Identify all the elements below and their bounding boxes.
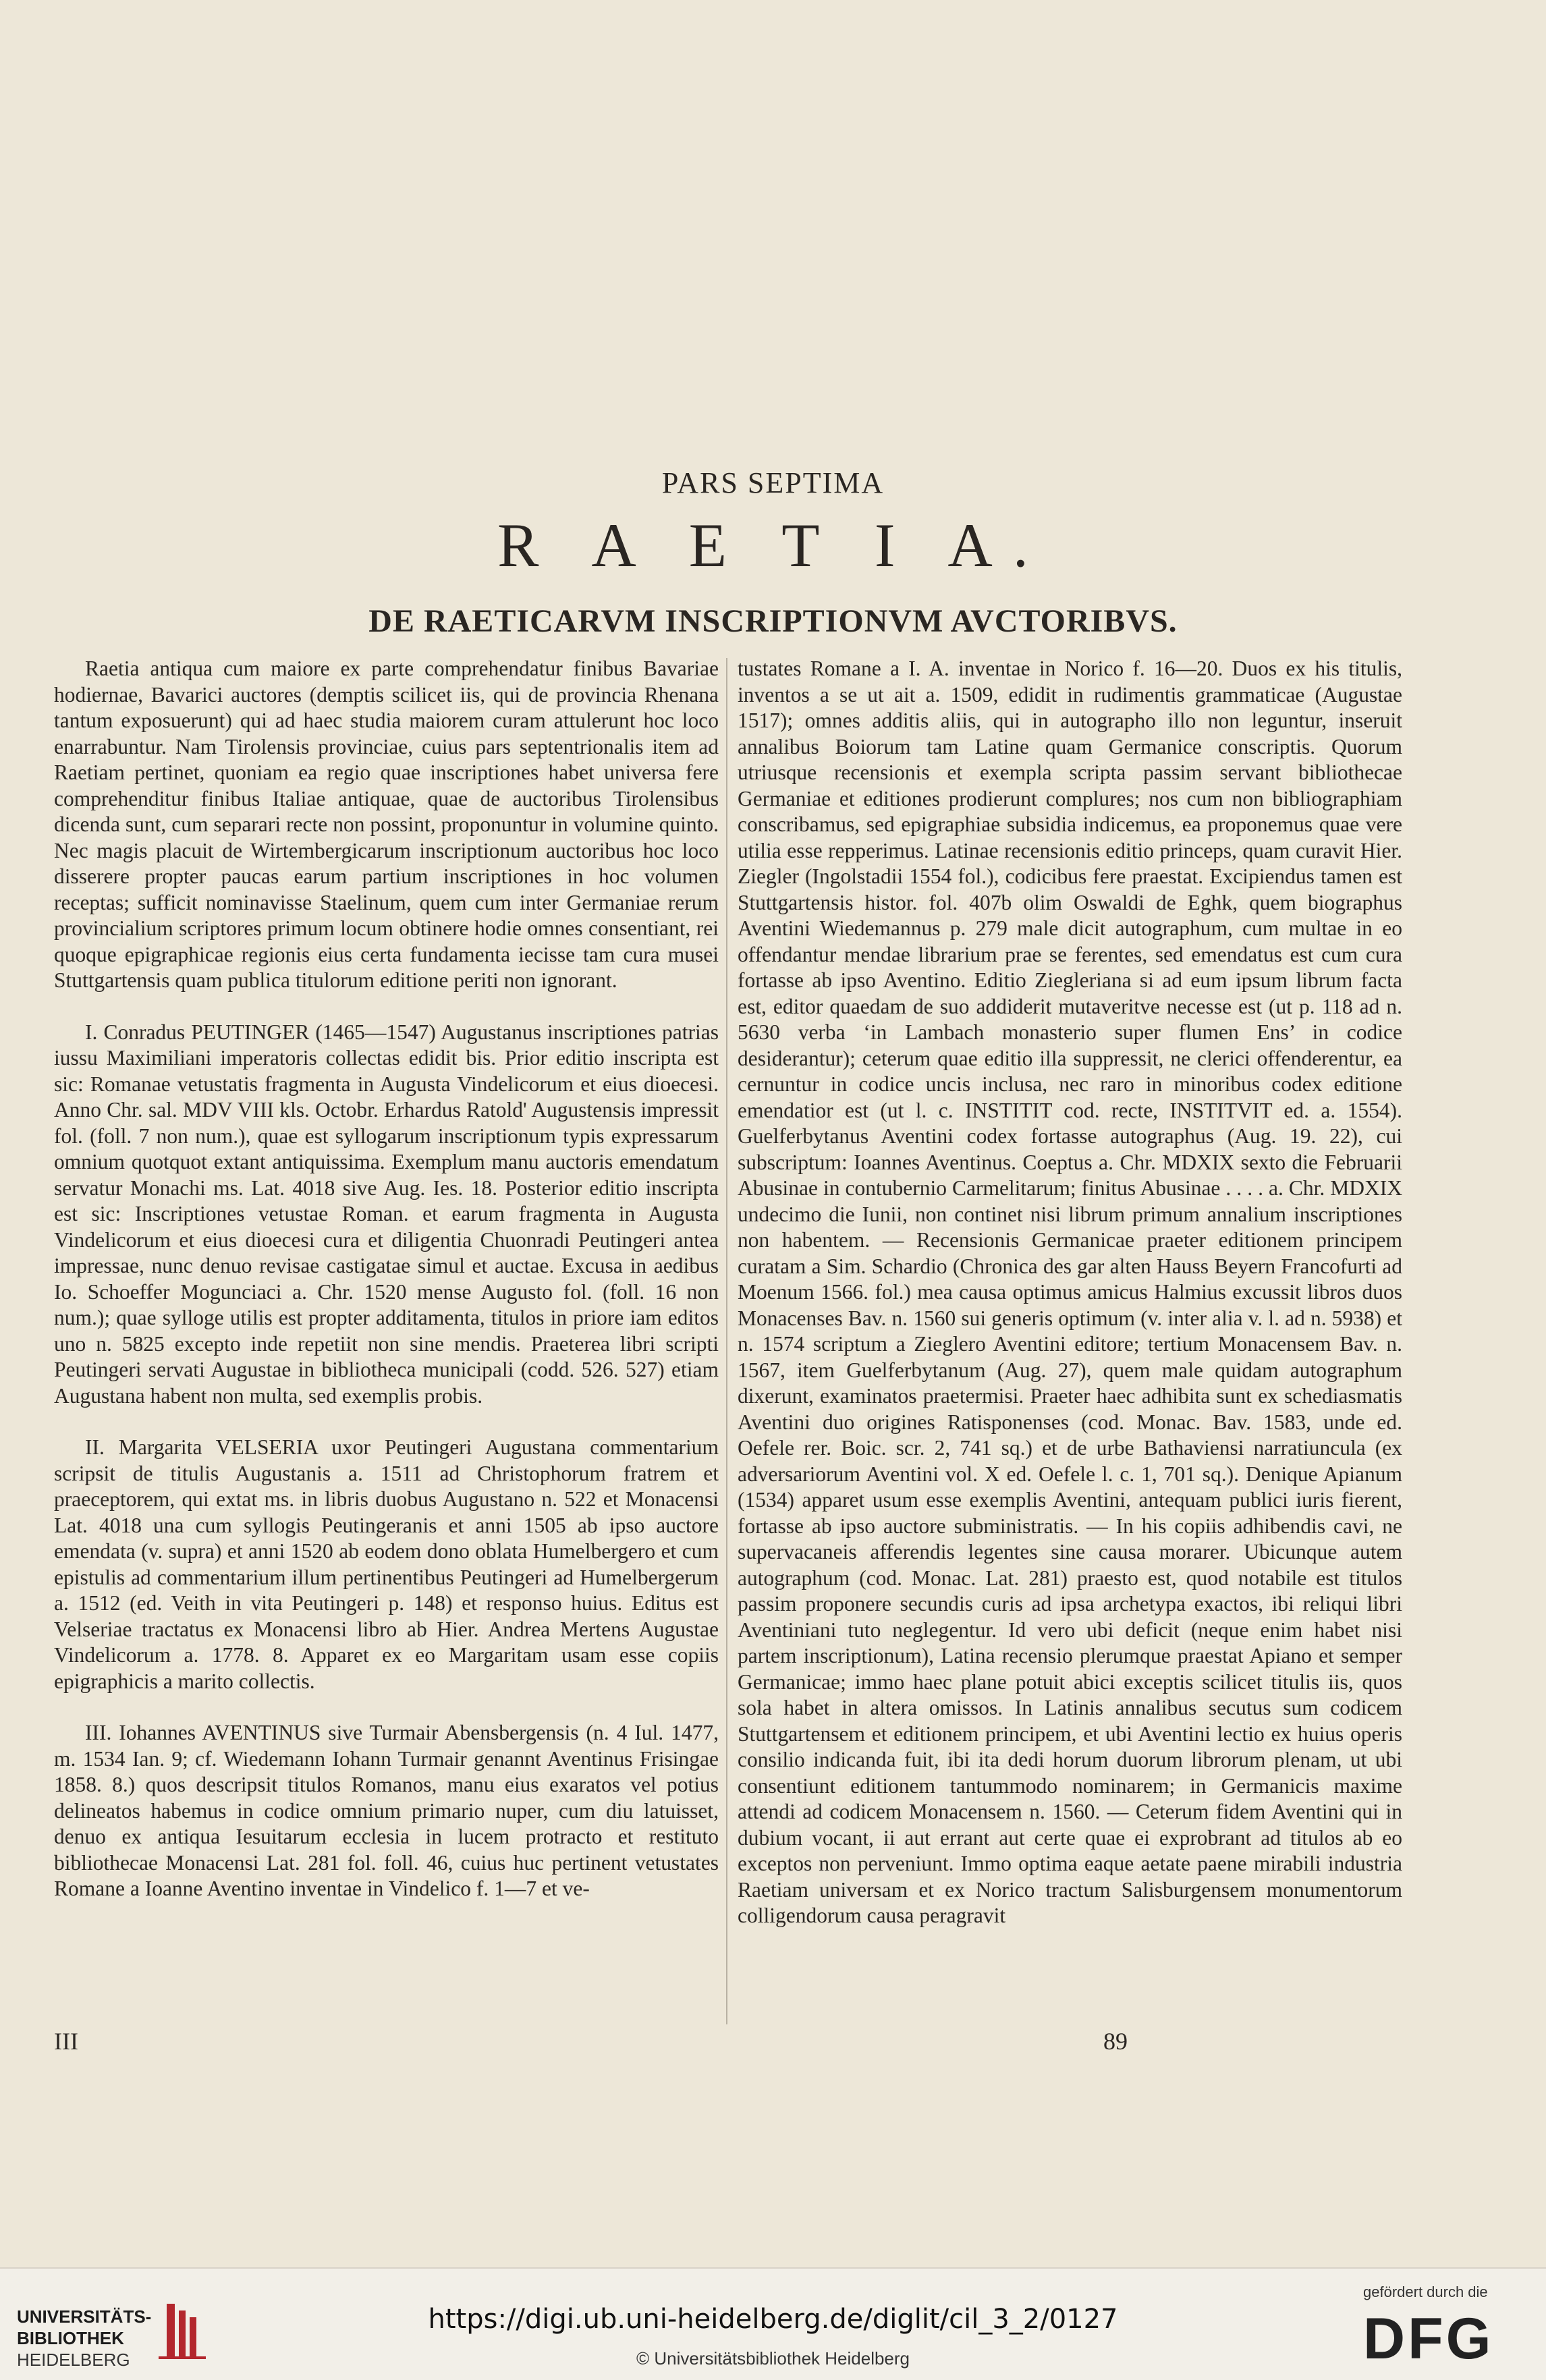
library-line-1: UNIVERSITÄTS-: [17, 2306, 152, 2327]
left-column: [54, 656, 719, 1902]
right-column: [738, 656, 1402, 1929]
footer-bar: [0, 2267, 1546, 2380]
dfg-logo: DFG: [1363, 2306, 1494, 2371]
copyright-notice: © Universitätsbibliothek Heidelberg: [636, 2348, 910, 2369]
library-line-2: BIBLIOTHEK: [17, 2328, 124, 2348]
paragraph-intro: Raetia antiqua cum maiore ex parte comprehendatur finibus Bavariae hodiernae, Bavarici auctores (demptis scilicet iis, qui de provincia Rhenana tantum exposuerunt) qui ad haec studia maiorem curam attulerunt hoc loco enarrabuntur. Nam Tirolensis provinciae, cuius pars septentrionalis item ad Raetiam pertinet, quoniam ea regio quae inscriptiones habet universa fere comprehenditur finibus Italiae antiquae, quae de auctoribus Tirolensibus dicenda sunt, cum separari recte non possint, proponuntur in volumine quinto. Nec magis placuit de Wirtembergicarum inscriptionum auctoribus hoc loco disserere propter paucas earum partium inscriptiones in hoc volumen receptas; sufficit nominavisse Staelinum, quem cum inter Germaniae rerum provincialium scriptores primum locum obtinere hodie omnes consentiant, rei quoque epigraphicae regionis eius certa fundamenta iecisse tam cura musei Stuttgartensis quam publica titulorum editione periti non ignorant.: [54, 657, 719, 992]
paragraph-aventinus: III. Iohannes AVENTINUS sive Turmair Abensbergensis (n. 4 Iul. 1477, m. 1534 Ian. 9; cf. Wiedemann Iohann Turmair genannt Aventinus Frisingae 1858. 8.) quos descripsit titulos Romanos, manu eius exaratos vel potius delineatos habemus in codice omnium primario nuper, cum diu latuisset, denuo ex antiqua Iesuitarum ecclesia in lucem protracto et restituto bibliothecae Monacensi Lat. 281 fol. foll. 46, cuius huc pertinent vetustates Romane a Ioanne Aventino inventae in Vindelico f. 1—7 et ve-: [54, 1721, 719, 1900]
funding-note: gefördert durch die: [1363, 2284, 1488, 2300]
signature-mark: III: [54, 2028, 78, 2055]
page-url-link[interactable]: https://digi.ub.uni-heidelberg.de/diglit/cil_3_2/0127: [428, 2304, 1118, 2335]
paragraph-velseria: II. Margarita VELSERIA uxor Peutingeri Augustana commentarium scripsit de titulis Augustanis a. 1511 ad Christophorum fratrem et praeceptorem, qui extat ms. in libris duobus Augustano n. 522 et Monacensi Lat. 4018 una cum syllogis Peutingeranis et anni 1505 ab ipso auctore emendata (v. supra) et anni 1520 ab eodem dono oblata Humelbergero et cum epistulis ad commentarium illum pertinentibus Peutingeri ad Humelbergerum a. 1512 (ed. Veith in vita Peutingeri p. 148) et responso huius. Editus est Velseriae tractatus ex Monacensi libro ab Hier. Andrea Mertens Augustae Vindelicorum a. 1778. 8. Apparet ex eo Margaritam usam esse copiis epigraphicis a marito collectis.: [54, 1435, 719, 1693]
page-title: R A E T I A.: [497, 511, 1049, 580]
paragraph-aventinus-continued: tustates Romane a I. A. inventae in Norico f. 16—20. Duos ex his titulis, inventos a se ut ait a. 1509, edidit in rudimentis grammaticae (Augustae 1517); omnes additis aliis, qui in autographo illo non leguntur, inseruit annalibus Boiorum tam Latine quam Germanice conscriptis. Quorum utriusque recensionis et exempla scripta passim servant bibliothecae Germaniae et editiones prodierunt complures; nos cum non bibliographiam conscribamus, sed epigraphiae subsidia indicemus, ea proponemus quae vere utilia esse repperimus. Latinae recensionis editio princeps, quam curavit Hier. Ziegler (Ingolstadii 1554 fol.), codicibus fere praestat. Excipiendus tamen est Stuttgartensis histor. fol. 407b olim Oswaldi de Eghk, quem biographus Aventini Wiedemannus p. 279 male dicit autographum, cum multae in eo offendantur mendae librarium prae se ferentes, sed emendatus est cum cura fortasse ab ipso Aventino. Editio Ziegleriana si ad eum ipsum librum facta est, editor quaedam de suo addiderit mutaveritve necesse est (ut p. 118 ad n. 5630 verba ‘in Lambach monasterio super flumen Ens’ in codice desiderantur); ceterum quae editio illa suppressit, ne clerici offenderentur, ea cernuntur in codice uncis inclusa, nec raro in minoribus codex editione emendatior est (ut l. c. INSTITIT cod. recte, INSTITVIT ed. a. 1554). Guelferbytanus Aventini codex fortasse autographus (Aug. 19. 22), cui subscriptum: Ioannes Aventinus. Coeptus a. Chr. MDXIX sexto die Februarii Abusinae in contubernio Carmelitarum; finitus Abusinae . . . . a. Chr. MDXIX undecimo die Iunii, non continet nisi librum primum annalium inscriptiones non habentem. — Recensionis Germanicae praeter editionem principem curatam a Sim. Schardio (Chronica des gar alten Hauss Beyern Francofurti ad Moenum 1566. fol.) mea causa optimus amicus Halmius excussit libros duos Monacenses Bav. n. 1560 sui generis optimum (v. inter alia v. l. ad n. 5938) et n. 1574 scriptum a Zieglero Aventini editore; tertium Monacensem Bav. n. 1567, item Guelferbytanum (Aug. 27), quem male quidam autographum dixerunt, examinatos praetermisi. Praeter haec adhibita sunt ex schediasmatis Aventini duo origines Ratisponenses (cod. Monac. Bav. 1583, unde ed. Oefele rer. Boic. scr. 2, 741 sq.) et de urbe Bathaviensi narratiuncula (ex adversariorum Aventini vol. X ed. Oefele l. c. 1, 701 sq.). Denique Apianum (1534) apparet usum esse exemplis Aventini, antequam publici iuris fierent, fortasse ab ipso auctore subministratis. — In his copiis adhibendis cavi, ne supervacaneis afferendis legentes sine causa morarer. Ubicunque autem autographum (cod. Monac. Lat. 281) praesto est, quod notabile est titulos passim proponere secundis curis ad ipsa archetypa exactos, ibi reliqui libri Aventiniani tuto neglegentur. Id vero ubi deficit (neque enim habet nisi partem inscriptionum), Latina recensio plerumque praestat Apiano et semper Germanicae; immo haec plane potuit abici exceptis scilicet titulis iis, quos sola habet in altera omissos. In Latinis annalibus secutus sum codicem Stuttgartensem et editionem principem, et ubi Aventini lectio ex huius operis consilio indicanda fuit, ibi ita dedi horum duorum librorum plenam, ut ubi consentiunt editionem tantummodo nominarem; in Germanicis maxime attendi ad codicem Monacensem n. 1560. — Ceterum fidem Aventini qui in dubium vocant, ii aut errant aut certe quae ei exprobrant ad titulos ab eo exceptos non perveniunt. Immo optima eaque aetate paene mirabili industria Raetiam universam et ex Norico tractum Salisburgensem monumentorum colligendorum causa peragravit: [738, 657, 1402, 1927]
section-subtitle: DE RAETICARVM INSCRIPTIONVM AVCTORIBVS.: [368, 603, 1178, 639]
paragraph-peutinger: I. Conradus PEUTINGER (1465—1547) Augustanus inscriptiones patrias iussu Maximiliani imperatoris collectas edidit bis. Prior editio inscripta est sic: Romanae vetustatis fragmenta in Augusta Vindelicorum et eius dioecesi. Anno Chr. sal. MDV VIII kls. Octobr. Erhardus Ratold' Augustensis impressit fol. (foll. 7 non num.), quae est syllogarum inscriptionum typis expressarum omnium quotquot extant antiquissima. Exemplum manu auctoris emendatum servatur Monachi ms. Lat. 4018 sive Aug. Ies. 18. Posterior editio inscripta est sic: Inscriptiones vetustae Roman. et earum fragmenta in Augusta Vindelicorum et eius dioecesi cura et diligentia Chuonradi Peutingeri antea impressae, nunc denuo revisae castigatae simul et auctae. Excusa in aedibus Io. Schoeffer Mogunciaci a. Chr. 1520 mense Augusto fol. (foll. 16 non num.); quae sylloge utilis est propter additamenta, titulos in priore iam editos uno n. 5825 excepto inde repetiit non sine mendis. Praeterea libri scripti Peutingeri servati Augustae in bibliotheca municipali (codd. 526. 527) etiam Augustana habent non multa, sed exemplis probis.: [54, 1020, 719, 1408]
library-line-3: HEIDELBERG: [17, 2350, 130, 2370]
page-number: 89: [1103, 2028, 1128, 2055]
column-divider: [726, 658, 727, 2024]
part-heading: PARS SEPTIMA: [661, 466, 885, 499]
